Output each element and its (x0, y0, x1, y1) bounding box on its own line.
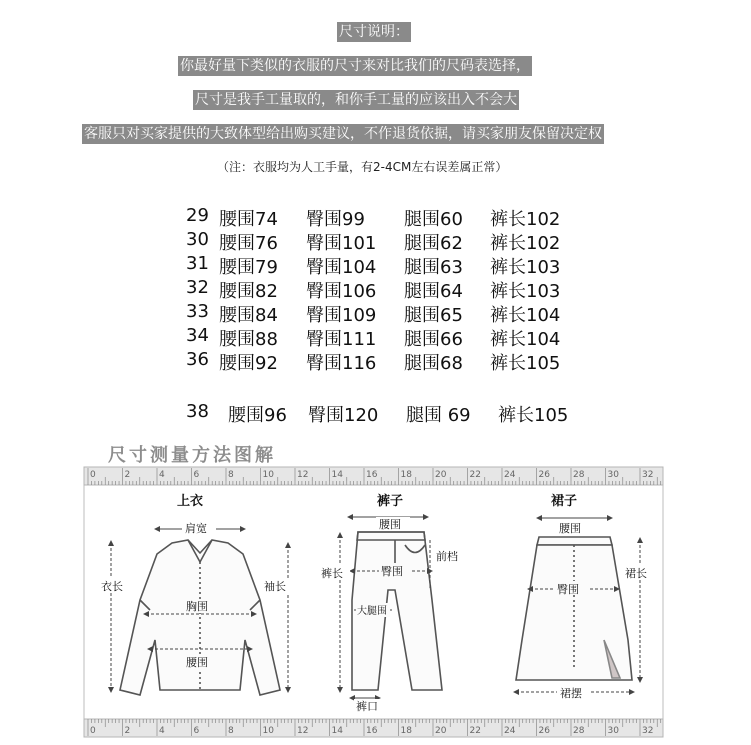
length-value: 裤长105 (498, 405, 569, 426)
hip-value: 臀围99 (306, 209, 365, 230)
size-value: 34 (186, 325, 209, 346)
pants-thigh-label: 大腿围 (357, 606, 387, 617)
pants-length-label: 裤长 (321, 567, 343, 580)
length-value: 裤长104 (490, 305, 561, 326)
ruler-tick-label: 2 (124, 726, 131, 736)
ruler-tick-label: 12 (297, 726, 309, 736)
skirt-hip-label: 臀围 (557, 583, 579, 596)
ruler-tick-label: 6 (193, 726, 200, 736)
size-value: 36 (186, 349, 209, 370)
ruler-tick-label: 14 (331, 470, 343, 480)
ruler-tick-label: 26 (538, 726, 550, 736)
length-value: 裤长103 (490, 281, 561, 302)
thigh-value: 腿围66 (404, 329, 463, 350)
hip-value: 臀围104 (306, 257, 377, 278)
length-value: 裤长102 (490, 233, 561, 254)
diagram-title: 尺寸测量方法图解 (108, 445, 276, 466)
waist-value: 腰围88 (219, 329, 278, 350)
shoulder-label: 肩宽 (185, 522, 207, 535)
waist-label: 腰围 (186, 656, 208, 669)
pants-hem-label: 裤口 (356, 700, 378, 713)
waist-value: 腰围79 (219, 257, 278, 278)
bottom-ruler (84, 719, 663, 737)
ruler-tick-label: 4 (159, 726, 165, 736)
ruler-tick-label: 22 (469, 470, 481, 480)
hip-value: 臀围101 (306, 233, 377, 254)
ruler-tick-label: 26 (538, 470, 550, 480)
thigh-value: 腿围68 (404, 353, 463, 374)
ruler-tick-label: 0 (90, 470, 96, 480)
hip-value: 臀围116 (306, 353, 377, 374)
pants-title: 裤子 (377, 494, 404, 509)
skirt-waist-label: 腰围 (559, 522, 581, 535)
ruler-tick-label: 28 (573, 470, 585, 480)
ruler-tick-label: 8 (228, 470, 234, 480)
length-value: 裤长104 (490, 329, 561, 350)
hip-value: 臀围111 (306, 329, 377, 350)
waist-value: 腰围92 (219, 353, 278, 374)
hip-value: 臀围106 (306, 281, 377, 302)
thigh-value: 腿围63 (404, 257, 463, 278)
ruler-tick-label: 20 (435, 726, 447, 736)
ruler-tick-label: 32 (642, 726, 654, 736)
ruler-tick-label: 18 (400, 726, 412, 736)
hip-value: 臀围109 (306, 305, 377, 326)
header-line-2: 尺寸是我手工量取的，和你手工量的应该出入不会大 (195, 92, 517, 108)
size-value: 32 (186, 277, 209, 298)
size-value: 38 (186, 401, 209, 422)
top-ruler (84, 467, 663, 485)
ruler-tick-label: 20 (435, 470, 447, 480)
ruler-tick-label: 24 (504, 726, 516, 736)
hip-value: 臀围120 (308, 405, 379, 426)
header-line-1: 你最好量下类似的衣服的尺寸来对比我们的尺码表选择， (180, 58, 530, 74)
pants-hip-label: 臀围 (381, 565, 403, 578)
thigh-value: 腿围65 (404, 305, 463, 326)
thigh-value: 腿围64 (404, 281, 463, 302)
sleeve-label: 袖长 (264, 580, 286, 593)
waist-value: 腰围74 (219, 209, 278, 230)
size-value: 33 (186, 301, 209, 322)
ruler-tick-label: 10 (262, 726, 274, 736)
length-label: 衣长 (101, 580, 123, 593)
size-value: 31 (186, 253, 209, 274)
header-note: （注：衣服均为人工手量，有2-4CM左右误差属正常） (217, 160, 508, 174)
length-value: 裤长103 (490, 257, 561, 278)
ruler-tick-label: 30 (607, 470, 619, 480)
pants-waist-label: 腰围 (379, 518, 401, 531)
ruler-tick-label: 4 (159, 470, 165, 480)
length-value: 裤长105 (490, 353, 561, 374)
ruler-tick-label: 16 (366, 726, 378, 736)
size-value: 29 (186, 205, 209, 226)
thigh-value: 腿围60 (404, 209, 463, 230)
header-title: 尺寸说明： (339, 24, 409, 40)
ruler-tick-label: 30 (607, 726, 619, 736)
ruler-tick-label: 6 (193, 470, 200, 480)
ruler-tick-label: 2 (124, 470, 131, 480)
ruler-tick-label: 14 (331, 726, 343, 736)
ruler-tick-label: 16 (366, 470, 378, 480)
waist-value: 腰围82 (219, 281, 278, 302)
size-value: 30 (186, 229, 209, 250)
length-value: 裤长102 (490, 209, 561, 230)
ruler-tick-label: 12 (297, 470, 309, 480)
skirt-hem-label: 裙摆 (560, 687, 582, 700)
ruler-tick-label: 22 (469, 726, 481, 736)
ruler-tick-label: 24 (504, 470, 516, 480)
header-line-3: 客服只对买家提供的大致体型给出购买建议，不作退货依据，请买家朋友保留决定权 (84, 126, 602, 142)
shirt-title: 上衣 (177, 494, 204, 509)
ruler-tick-label: 10 (262, 470, 274, 480)
chest-label: 胸围 (186, 600, 208, 613)
ruler-tick-label: 32 (642, 470, 654, 480)
ruler-tick-label: 0 (90, 726, 96, 736)
ruler-tick-label: 18 (400, 470, 412, 480)
waist-value: 腰围96 (228, 405, 287, 426)
waist-value: 腰围76 (219, 233, 278, 254)
pants-rise-label: 前档 (436, 550, 458, 563)
thigh-value: 腿围 69 (406, 405, 471, 426)
skirt-length-label: 裙长 (625, 567, 647, 580)
ruler-tick-label: 28 (573, 726, 585, 736)
waist-value: 腰围84 (219, 305, 278, 326)
ruler-tick-label: 8 (228, 726, 234, 736)
skirt-title: 裙子 (551, 494, 578, 509)
thigh-value: 腿围62 (404, 233, 463, 254)
